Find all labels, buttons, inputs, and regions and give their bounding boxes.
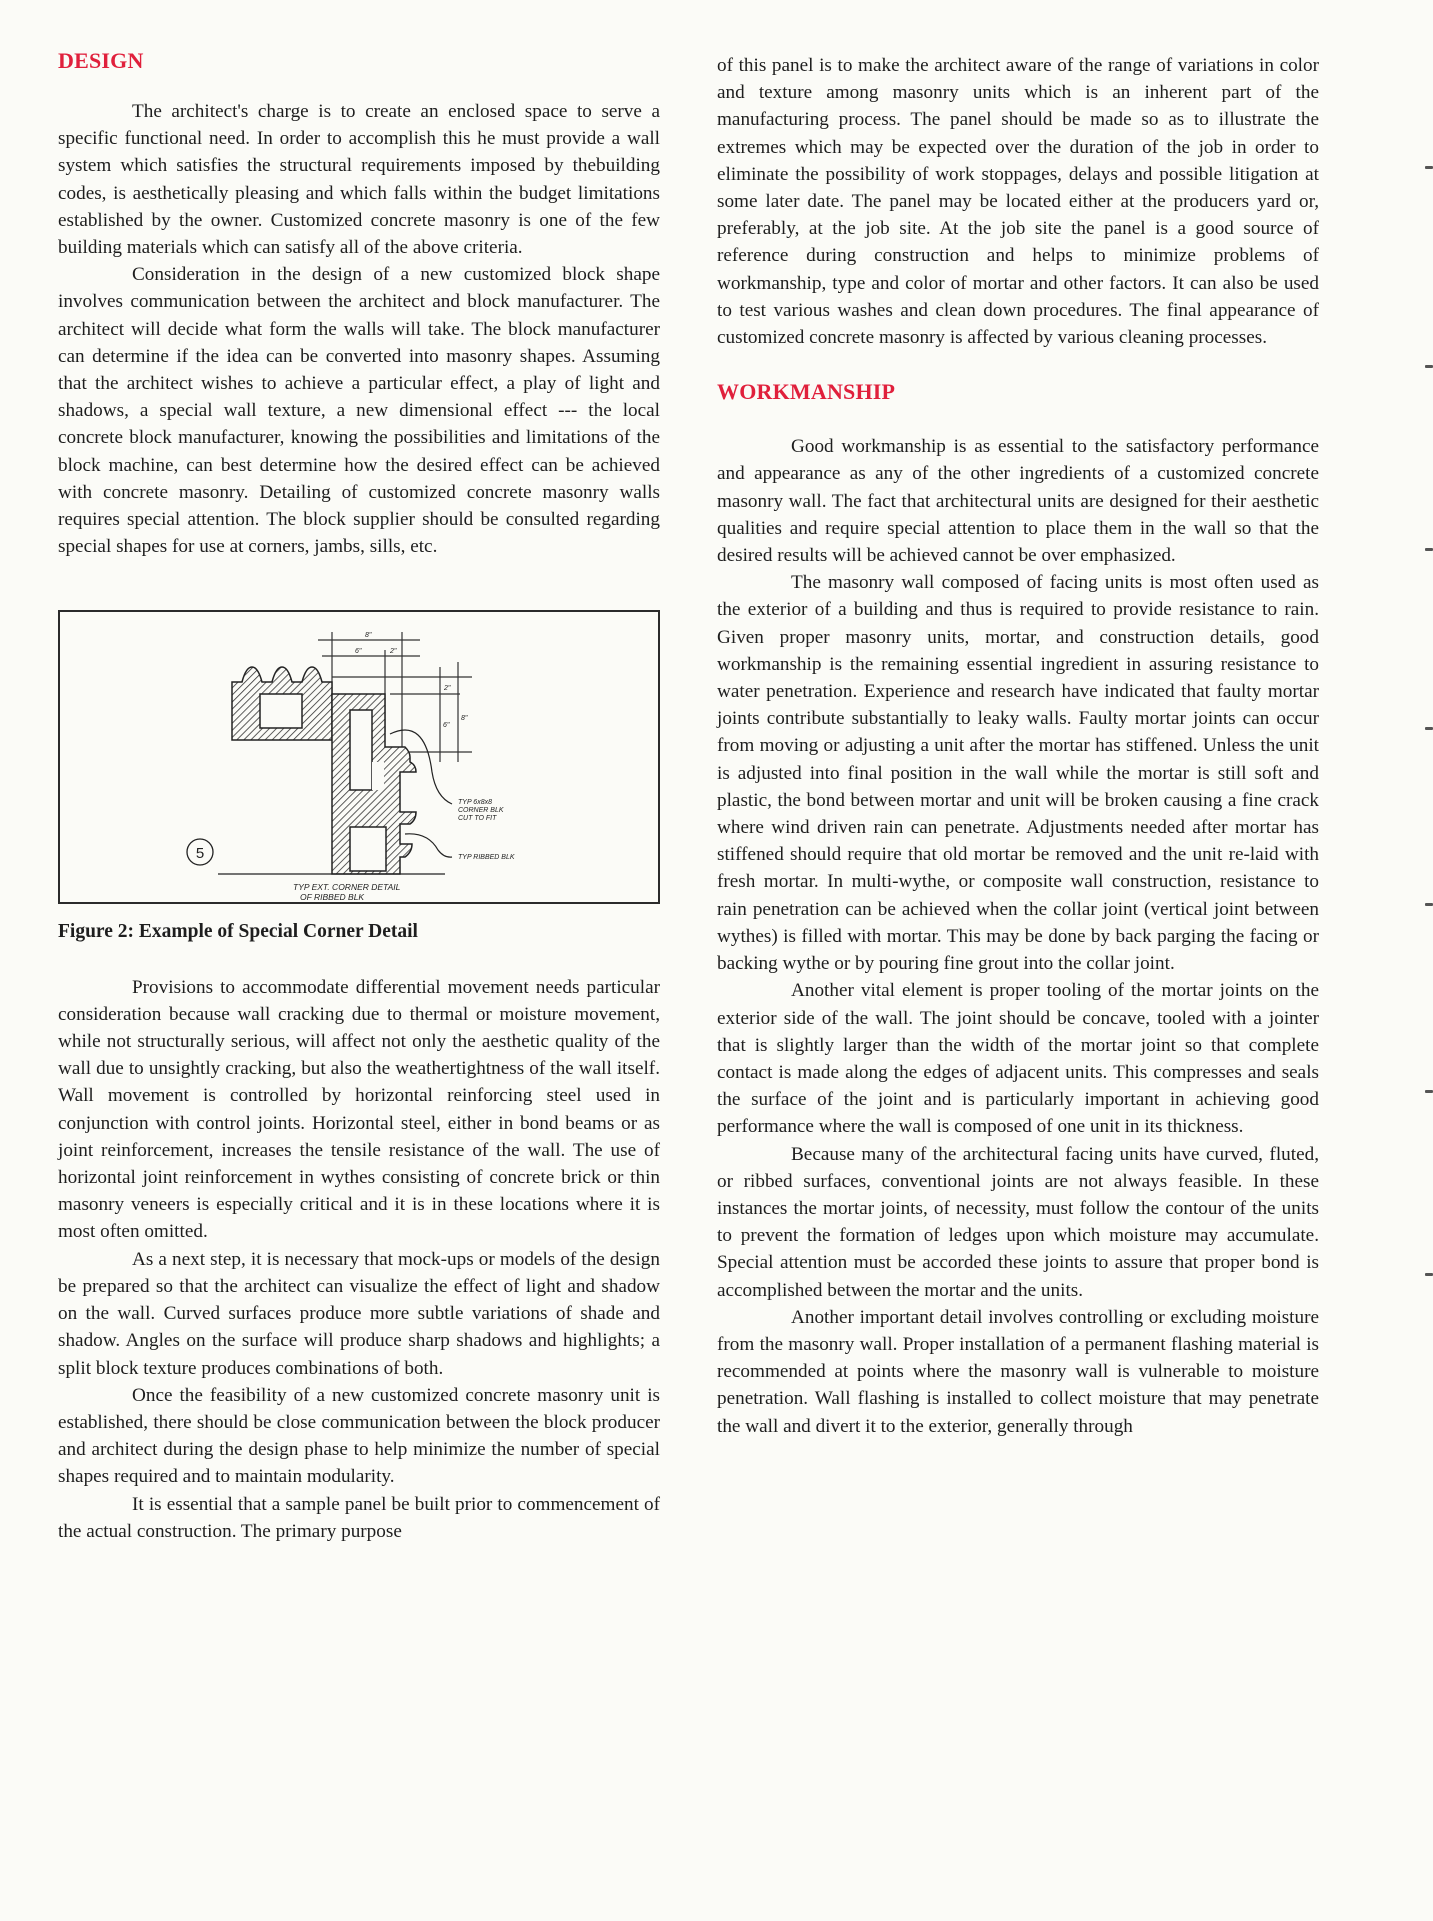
workmanship-paragraph-3: Another vital element is proper tooling of the mortar joints on the exterior side of the wall. The joint should be concave, tooled with a jointer that is slightly larger than the width of the mortar joint so that complete contact is made along the edges of adjacent units. This compresses and seals the surface of the joint and is particularly important in achieving good performance where the wall is composed of one unit in its thickness.	[717, 980, 1319, 1138]
dim-top: 8"	[365, 632, 372, 640]
dim-right-3: 8"	[461, 715, 468, 723]
design-paragraph-5: Once the feasibility of a new customized concrete masonry unit is established, there should be close communication between the block producer and architect during the design phase to help minimize the number of special shapes required and to maintain modularity.	[58, 1384, 660, 1488]
workmanship-heading: WORKMANSHIP	[717, 379, 896, 405]
callout-1-line1: TYP 6x8x8	[458, 799, 492, 807]
dim-mid: 6"	[355, 648, 362, 656]
design-paragraph-1: The architect's charge is to create an enclosed space to serve a specific functional need. In order to accomplish this he must provide a wall system which satisfies the structural requirements imposed by thebuilding codes, is aesthetically pleasing and which falls within the budget limitations established by the owner. Customized concrete masonry is one of the few building materials which can satisfy all of the above criteria.	[58, 101, 660, 259]
figure-caption: Figure 2: Example of Special Corner Detail	[58, 921, 418, 943]
dim-small: 2"	[390, 648, 397, 656]
design-heading: DESIGN	[58, 48, 144, 73]
design-paragraph-6-continued: of this panel is to make the architect aware of the range of variations in color and texture among masonry units which is an inherent part of the manufacturing process. The panel should be made so as to illustrate the extremes which may be expected over the duration of the job in order to eliminate the possibility of work stoppages, delays and possible litigation at some later date. The panel may be located either at the producers yard or, preferably, at the job site. At the job site the panel is a good source of reference during construction and helps to minimize problems of workmanship, type and color of mortar and other factors. It can also be used to test various washes and clean down procedures. The final appearance of customized concrete masonry is affected by various cleaning processes.	[717, 55, 1319, 349]
design-paragraph-3: Provisions to accommodate differential movement needs particular consideration because wall cracking due to thermal or moisture movement, while not structurally serious, will affect not only the aesthetic quality of the wall due to unsightly cracking, but also the weathertightness of the wall itself. Wall movement is controlled by horizontal reinforcing steel used in conjunction with control joints. Horizontal steel, either in bond beams or as joint reinforcement, increases the tensile resistance of the wall. The use of horizontal joint reinforcement in wythes consisting of concrete brick or thin masonry veneers is especially critical and it is in these locations where it is most often omitted.	[58, 976, 660, 1243]
page-edge-mark	[1425, 1273, 1433, 1276]
workmanship-paragraph-2: The masonry wall composed of facing units is most often used as the exterior of a building and thus is required to provide resistance to rain. Given proper masonry units, mortar, and construction details, good workmanship is the remaining essential ingredient in assuring resistance to water penetration. Experience and research have indicated that faulty mortar joints contribute substantially to leaky walls. Faulty mortar joints can occur from moving or adjusting a unit after the mortar has stiffened. Unless the unit is adjusted into final position in the wall while the mortar is still soft and plastic, the bond between mortar and unit will be broken causing a fine crack where wind driven rain can penetrate. Adjustments needed after mortar has stiffened should require that old mortar be removed and the unit re-laid with fresh mortar. In multi-wythe, or composite wall construction, resistance to rain penetration can be achieved when the collar joint (vertical joint between wythes) is filled with mortar. This may be done by back parging the facing or backing wythe or by pouring fine grout into the collar joint.	[717, 572, 1319, 975]
page-edge-mark	[1425, 727, 1433, 730]
design-paragraph-4: As a next step, it is necessary that mock-ups or models of the design be prepared so that the architect can visualize the effect of light and shadow on the wall. Curved surfaces produce more subtle variations of shade and shadow. Angles on the surface will produce sharp shadows and highlights; a split block texture produces combinations of both.	[58, 1248, 660, 1379]
dim-right-2: 6"	[443, 722, 450, 730]
page-edge-mark	[1425, 166, 1433, 169]
design-paragraph-6: It is essential that a sample panel be built prior to commencement of the actual construction. The primary purpose	[58, 1493, 660, 1542]
detail-number: 5	[195, 845, 205, 863]
page-edge-mark	[1425, 903, 1433, 906]
page-edge-mark	[1425, 365, 1433, 368]
left-column	[58, 46, 660, 1545]
dim-right-1: 2"	[444, 685, 451, 693]
design-paragraph-2: Consideration in the design of a new customized block shape involves communication between the architect and block manufacturer. The architect will decide what form the walls will take. The block manufacturer can determine if the idea can be converted into masonry shapes. Assuming that the architect wishes to achieve a particular effect, a play of light and shadows, a special wall texture, a new dimensional effect --- the local concrete block manufacturer, knowing the possibilities and limitations of the block machine, can best determine how the desired effect can be achieved with concrete masonry. Detailing of customized concrete masonry walls requires special attention. The block supplier should be consulted regarding special shapes for use at corners, jambs, sills, etc.	[58, 264, 660, 558]
main-label-line2: OF RIBBED BLK	[300, 892, 365, 903]
workmanship-paragraph-4: Because many of the architectural facing units have curved, fluted, or ribbed surfaces, conventional joints are not always feasible. In these instances the mortar joints, of necessity, must follow the contour of the units to prevent the formation of ledges upon which moisture may accumulate. Special attention must be accorded these joints to assure that proper bond is accomplished between the mortar and the units.	[717, 1143, 1319, 1301]
figure-2-box	[58, 610, 660, 904]
callout-1-line2: CORNER BLK	[458, 807, 504, 815]
main-label-line1: TYP EXT. CORNER DETAIL	[293, 882, 401, 893]
callout-2: TYP RIBBED BLK	[458, 854, 515, 862]
corner-detail-drawing	[60, 612, 658, 902]
page-edge-mark	[1425, 548, 1433, 551]
page-edge-mark	[1425, 1090, 1433, 1093]
workmanship-paragraph-1: Good workmanship is as essential to the satisfactory performance and appearance as any of the other ingredients of a customized concrete masonry wall. The fact that architectural units are designed for their aesthetic qualities and require special attention to place them in the wall so that the desired results will be achieved cannot be over emphasized.	[717, 436, 1319, 567]
callout-1-line3: CUT TO FIT	[458, 815, 497, 823]
workmanship-paragraph-5: Another important detail involves controlling or excluding moisture from the masonry wall. Proper installation of a permanent flashing material is recommended at points where the masonry wall is vulnerable to moisture penetration. Wall flashing is installed to collect moisture that may penetrate the wall and divert it to the exterior, generally through	[717, 1306, 1319, 1437]
right-column	[717, 52, 1319, 1440]
